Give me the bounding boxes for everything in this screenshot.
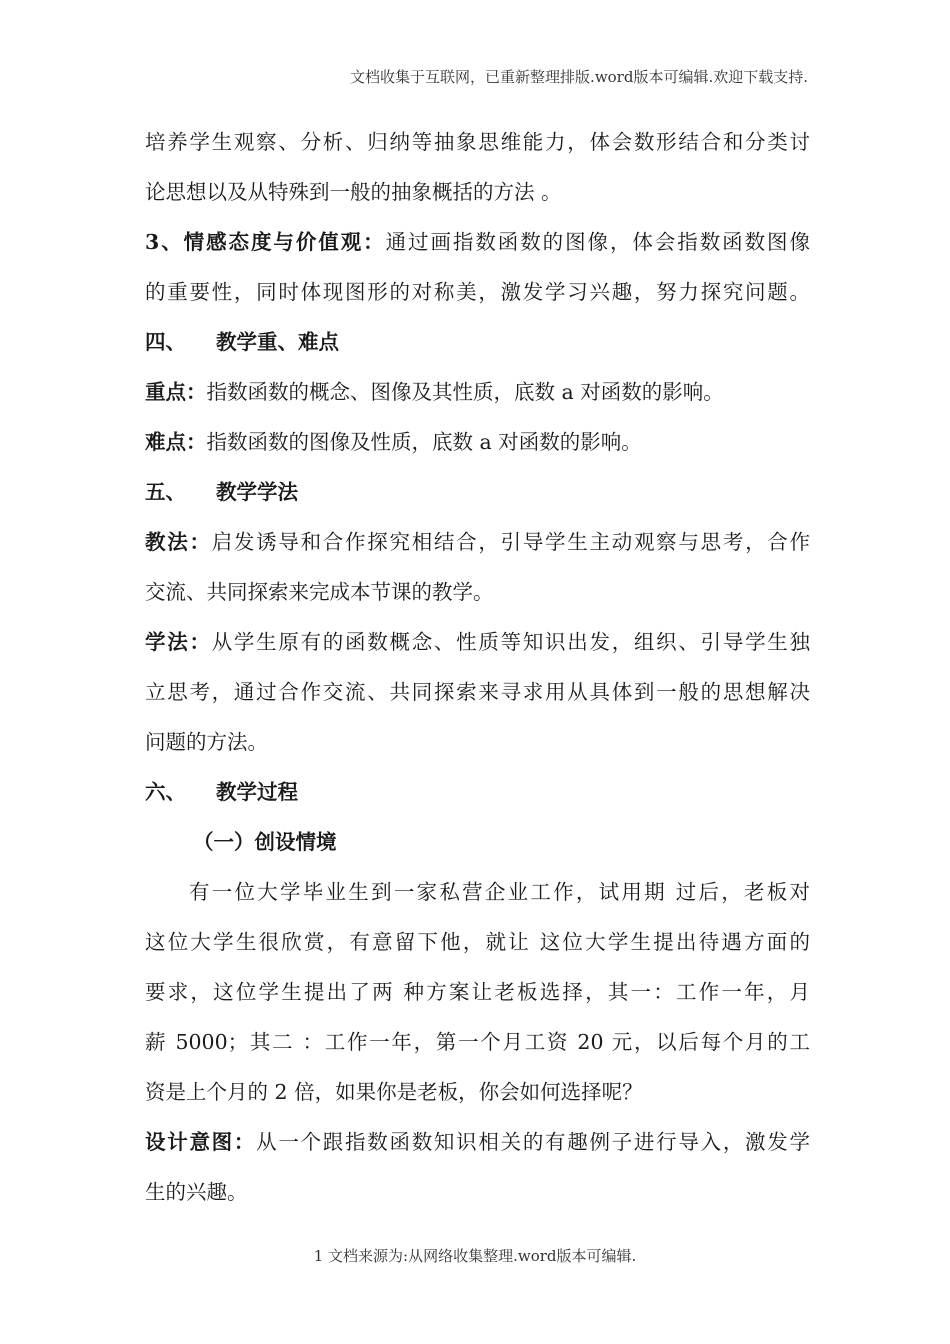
paragraph-line: 薪 5000；其二 ：工作一年，第一个月工资 20 元，以后每个月的工 bbox=[145, 1030, 810, 1054]
section-heading-6 bbox=[145, 767, 810, 817]
difficult-point bbox=[145, 417, 810, 467]
heading-title: 教学重、难点 bbox=[216, 330, 339, 354]
section-heading-4 bbox=[145, 317, 810, 367]
learning-method bbox=[145, 617, 810, 667]
heading-number: 五、 bbox=[145, 480, 186, 504]
paragraph-line: 有一位大学毕业生到一家私营企业工作，试用期 过后，老板对 bbox=[189, 880, 810, 904]
paragraph-line: 立思考，通过合作交流、共同探索来寻求用从具体到一般的思想解决 bbox=[145, 680, 810, 704]
paragraph-line: 的重要性，同时体现图形的对称美，激发学习兴趣，努力探究问题。 bbox=[145, 280, 810, 304]
teaching-method-text: 启发诱导和合作探究相结合，引导学生主动观察与思考，合作 bbox=[211, 530, 811, 554]
subsection-heading: （一）创设情境 bbox=[193, 830, 337, 854]
learning-method-text: 从学生原有的函数概念、性质等知识出发，组织、引导学生独 bbox=[211, 630, 811, 654]
heading-number: 六、 bbox=[145, 780, 186, 804]
heading-title: 教学学法 bbox=[216, 480, 298, 504]
affective-goals-label: 3、情感态度与价值观： bbox=[145, 230, 386, 254]
design-intent-label: 设计意图： bbox=[145, 1130, 257, 1154]
page-header: 文档收集于互联网，已重新整理排版.word版本可编辑.欢迎下载支持. bbox=[350, 68, 808, 86]
difficult-point-label: 难点： bbox=[145, 430, 207, 454]
paragraph-line: 论思想以及从特殊到一般的抽象概括的方法 。 bbox=[145, 180, 562, 204]
section-affective-goals bbox=[145, 217, 810, 267]
key-point-label: 重点： bbox=[145, 380, 207, 404]
paragraph-line: 生的兴趣。 bbox=[145, 1180, 248, 1204]
document-body bbox=[145, 117, 810, 1217]
key-point bbox=[145, 367, 810, 417]
paragraph-line: 交流、共同探索来完成本节课的教学。 bbox=[145, 580, 494, 604]
design-intent bbox=[145, 1117, 810, 1167]
heading-title: 教学过程 bbox=[216, 780, 298, 804]
learning-method-label: 学法： bbox=[145, 630, 212, 654]
teaching-method bbox=[145, 517, 810, 567]
paragraph-line: 培养学生观察、分析、归纳等抽象思维能力，体会数形结合和分类讨 bbox=[145, 130, 810, 154]
heading-number: 四、 bbox=[145, 330, 186, 354]
paragraph-line: 问题的方法。 bbox=[145, 730, 268, 754]
teaching-method-label: 教法： bbox=[145, 530, 212, 554]
page-footer: 1 文档来源为:从网络收集整理.word版本可编辑. bbox=[313, 1247, 637, 1265]
difficult-point-text: 指数函数的图像及性质，底数 a 对函数的影响。 bbox=[206, 430, 642, 454]
paragraph-line: 要求，这位学生提出了两 种方案让老板选择，其一：工作一年，月 bbox=[145, 980, 810, 1004]
key-point-text: 指数函数的概念、图像及其性质，底数 a 对函数的影响。 bbox=[206, 380, 724, 404]
affective-goals-text: 通过画指数函数的图像，体会指数函数图像 bbox=[385, 230, 810, 254]
paragraph-line: 这位大学生很欣赏，有意留下他，就让 这位大学生提出待遇方面的 bbox=[145, 930, 810, 954]
design-intent-text: 从一个跟指数函数知识相关的有趣例子进行导入，激发学 bbox=[256, 1130, 811, 1154]
section-heading-5 bbox=[145, 467, 810, 517]
paragraph-line: 资是上个月的 2 倍，如果你是老板，你会如何选择呢？ bbox=[145, 1080, 643, 1104]
